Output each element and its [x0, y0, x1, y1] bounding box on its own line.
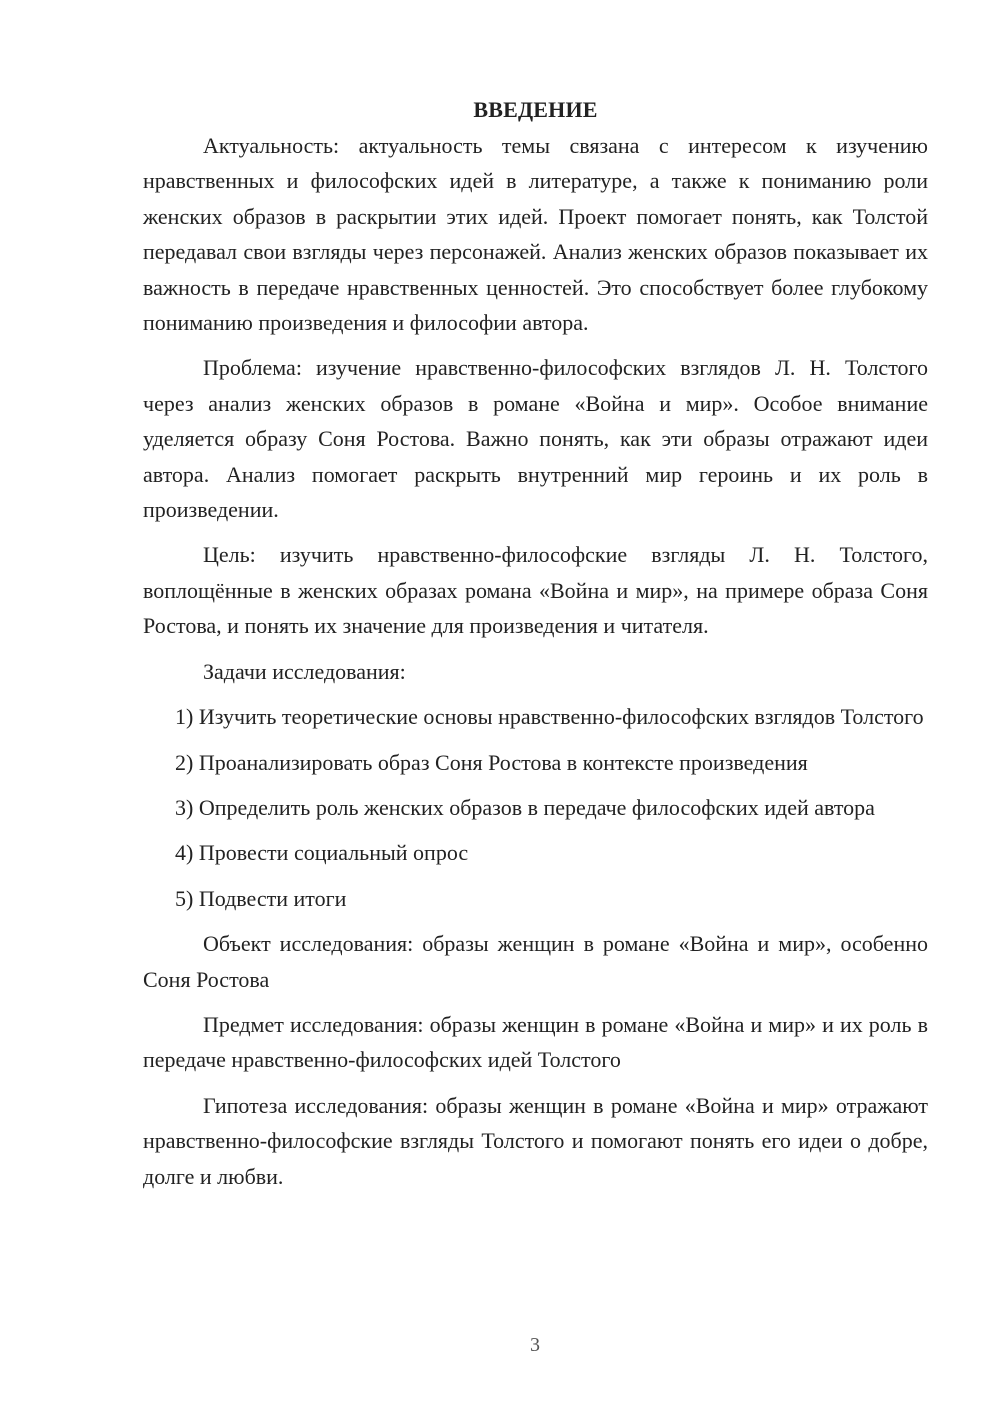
task-item-1: 1) Изучить теоретические основы нравственно-философских взглядов Толстого: [175, 704, 924, 730]
document-page: [143, 92, 928, 1194]
task-item-5: 5) Подвести итоги: [175, 885, 347, 911]
section-title: ВВЕДЕНИЕ: [473, 97, 598, 122]
task-item-3: 3) Определить роль женских образов в передаче философских идей автора: [175, 794, 875, 820]
task-item-2: 2) Проанализировать образ Соня Ростова в контексте произведения: [175, 749, 808, 775]
paragraph-goal: Цель: изучить нравственно-философские взгляды Л. Н. Толстого, воплощённые в женских образах романа «Война и мир», на примере образа Соня Ростова, и понять их значение для произведения и читателя.: [143, 542, 928, 639]
paragraph-object: Объект исследования: образы женщин в романе «Война и мир», особенно Соня Ростова: [143, 931, 928, 992]
paragraph-relevance: Актуальность: актуальность темы связана с интересом к изучению нравственных и философских идей в литературе, а также к пониманию роли женских образов в раскрытии этих идей. Проект помогает понять, как Толстой передавал свои взгляды через персонажей. Анализ женских образов показывает их важность в передаче нравственных ценностей. Это способствует более глубокому пониманию произведения и философии автора.: [143, 133, 928, 336]
paragraph-hypothesis: Гипотеза исследования: образы женщин в романе «Война и мир» отражают нравственно-философские взгляды Толстого и помогают понять его идеи о добре, долге и любви.: [143, 1092, 928, 1189]
tasks-heading: Задачи исследования:: [203, 658, 406, 684]
task-item-4: 4) Провести социальный опрос: [175, 840, 469, 866]
paragraph-subject: Предмет исследования: образы женщин в романе «Война и мир» и их роль в передаче нравственно-философских идей Толстого: [143, 1011, 928, 1073]
page-number: 3: [530, 1334, 540, 1356]
paragraph-problem: Проблема: изучение нравственно-философских взглядов Л. Н. Толстого через анализ женских образов в романе «Война и мир». Особое внимание уделяется образу Соня Ростова. Важно понять, как эти образы отражают идеи автора. Анализ помогает раскрыть внутренний мир героинь и их роль в произведении.: [143, 355, 928, 523]
